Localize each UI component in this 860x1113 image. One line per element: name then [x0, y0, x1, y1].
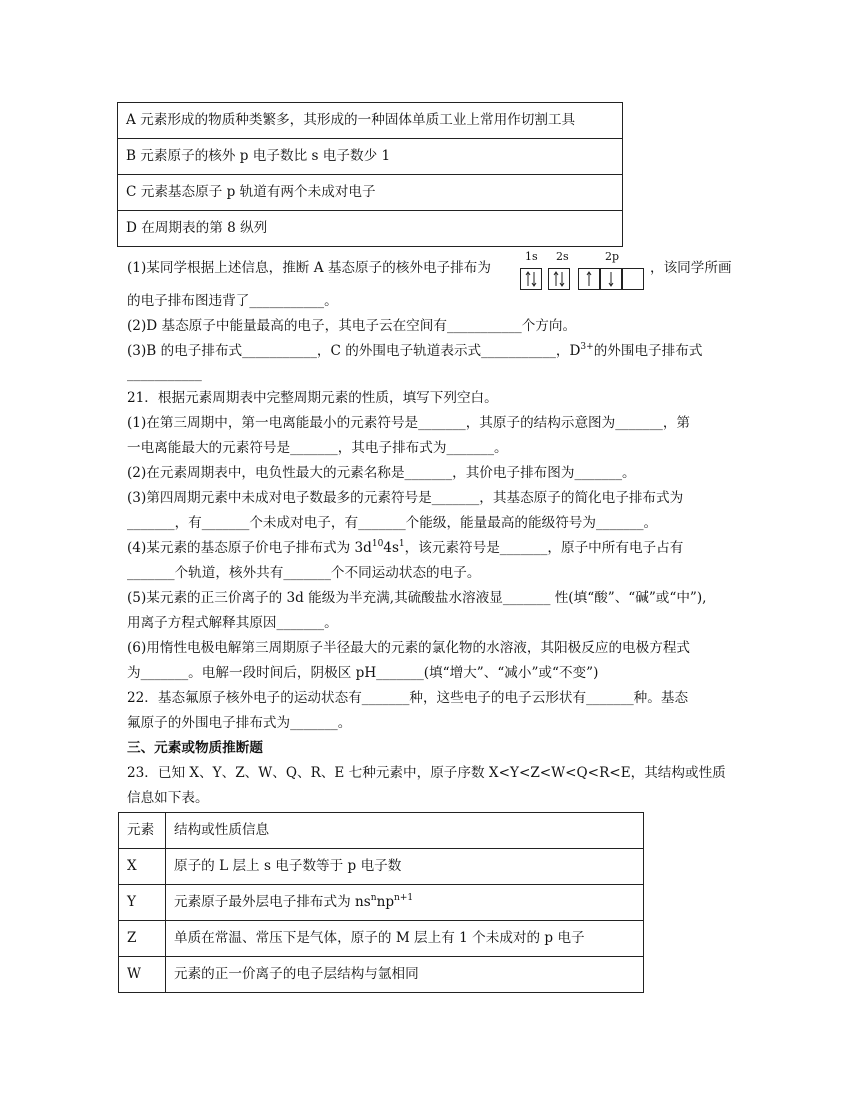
superscript: 1: [398, 539, 405, 549]
orbital-label-1s: 1s: [525, 250, 538, 263]
section-heading: 三、元素或物质推断题: [127, 740, 263, 756]
table-row: [118, 175, 623, 211]
up-down-arrow-icon: [549, 269, 569, 289]
q23-line: 信息如下表。: [127, 790, 209, 806]
orbital-label-2p: 2p: [605, 250, 620, 263]
q20-part3-line2: ___________: [127, 366, 202, 382]
superscript: 3+: [580, 342, 594, 352]
up-down-arrow-icon: [521, 269, 541, 289]
q20-part2: (2)D 基态原子中能量最高的电子，其电子云在空间有___________个方向。: [127, 318, 577, 334]
down-arrow-icon: [601, 269, 621, 289]
table-header-cell: 结构或性质信息: [166, 813, 644, 849]
q21-line: 用离子方程式解释其原因_______。: [127, 615, 338, 631]
table-cell: C 元素基态原子 p 轨道有两个未成对电子: [118, 175, 623, 211]
table-row: [118, 139, 623, 175]
q21-line: 一电离能最大的元素符号是_______，其电子排布式为_______。: [127, 440, 508, 456]
table-cell-text: 元素原子最外层电子排布式为 ns: [174, 893, 371, 910]
table-row: [118, 103, 623, 139]
q20-part3-text: (3)B 的电子排布式___________，C 的外围电子轨道表示式___________，D: [127, 343, 581, 359]
q23-line: 23．已知 X、Y、Z、W、Q、R、E 七种元素中，原子序数 X<Y<Z<W<Q<R<E，其结构或性质: [127, 765, 726, 781]
q21-line: _______，有_______个未成对电子，有_______个能级，能量最高的能级符号为_______。: [127, 515, 658, 531]
q21-line-part: (4)某元素的基态原子价电子排布式为 3d: [127, 540, 372, 556]
q21-line: [127, 539, 684, 556]
table-cell: X: [119, 849, 166, 885]
orbital-label-2s: 2s: [556, 250, 569, 263]
q20-part1: [127, 262, 491, 276]
q21-line: 为_______。电解一段时间后，阴极区 pH_______(填“增大”、“减小”或“不变”): [127, 665, 599, 681]
table-cell: Y: [119, 885, 166, 921]
table-cell: Z: [119, 921, 166, 957]
table-cell: B 元素原子的核外 p 电子数比 s 电子数少 1: [118, 139, 623, 175]
table-cell: 单质在常温、常压下是气体，原子的 M 层上有 1 个未成对的 p 电子: [166, 921, 644, 957]
orbital-box-2s: [548, 268, 570, 290]
q21-line-part: 4s: [383, 540, 399, 556]
q21-line: (1)在第三周期中，第一电离能最小的元素符号是_______，其原子的结构示意图为_______，第: [127, 415, 691, 431]
table-row: [119, 849, 644, 885]
table-header-row: [119, 813, 644, 849]
table-cell-text: np: [376, 893, 395, 910]
q20-part1-line2: 的电子排布图违背了___________。: [127, 293, 338, 309]
table-cell: [166, 885, 644, 921]
superscript: n+1: [394, 892, 414, 903]
up-arrow-icon: [579, 269, 599, 289]
q21-line: (3)第四周期元素中未成对电子数最多的元素符号是_______，其基态原子的简化电子排布式为: [127, 490, 684, 506]
q21-line: (5)某元素的正三价离子的 3d 能级为半充满,其硫酸盐水溶液显_______ 性(填“酸”、“碱”或“中”),: [127, 590, 707, 606]
q20-part1-suffix: ，该同学所画: [650, 260, 732, 276]
table-cell: A 元素形成的物质种类繁多，其形成的一种固体单质工业上常用作切割工具: [118, 103, 623, 139]
table-cell: 元素的正一价离子的电子层结构与氩相同: [166, 957, 644, 993]
table-cell: D 在周期表的第 8 纵列: [118, 211, 623, 247]
q22-line: 22．基态氟原子核外电子的运动状态有_______种，这些电子的电子云形状有_______种。基态: [127, 690, 689, 706]
table-row: [118, 211, 623, 247]
table-row: [119, 885, 644, 921]
q21-line: (2)在元素周期表中，电负性最大的元素名称是_______，其价电子排布图为_______。: [127, 465, 636, 481]
orbital-box-2p-2: [600, 268, 622, 290]
table-header-cell: 元素: [119, 813, 166, 849]
orbital-box-2p-3: [622, 268, 644, 290]
element-property-table: [118, 812, 644, 993]
table-row: [119, 921, 644, 957]
table-cell: W: [119, 957, 166, 993]
q22-line: 氟原子的外围电子排布式为_______。: [127, 715, 352, 731]
superscript: 10: [371, 539, 384, 549]
superscript: n: [370, 892, 377, 903]
q21-line-part: ，该元素符号是_______，原子中所有电子占有: [404, 540, 684, 556]
q20-part3: [127, 342, 703, 359]
orbital-box-1s: [520, 268, 542, 290]
q21-line: _______个轨道，核外共有_______个不同运动状态的电子。: [127, 565, 481, 581]
q20-part1-prefix: (1)某同学根据上述信息，推断 A 基态原子的核外电子排布为: [127, 260, 491, 276]
element-info-table: [117, 102, 623, 247]
table-cell: 原子的 L 层上 s 电子数等于 p 电子数: [166, 849, 644, 885]
q20-part3-end: 的外围电子排布式: [593, 343, 703, 359]
orbital-box-2p-1: [578, 268, 600, 290]
q21-title: 21．根据元素周期表中完整周期元素的性质，填写下列空白。: [127, 390, 498, 406]
table-row: [119, 957, 644, 993]
q21-line: (6)用惰性电极电解第三周期原子半径最大的元素的氯化物的水溶液，其阳极反应的电极方程式: [127, 640, 691, 656]
